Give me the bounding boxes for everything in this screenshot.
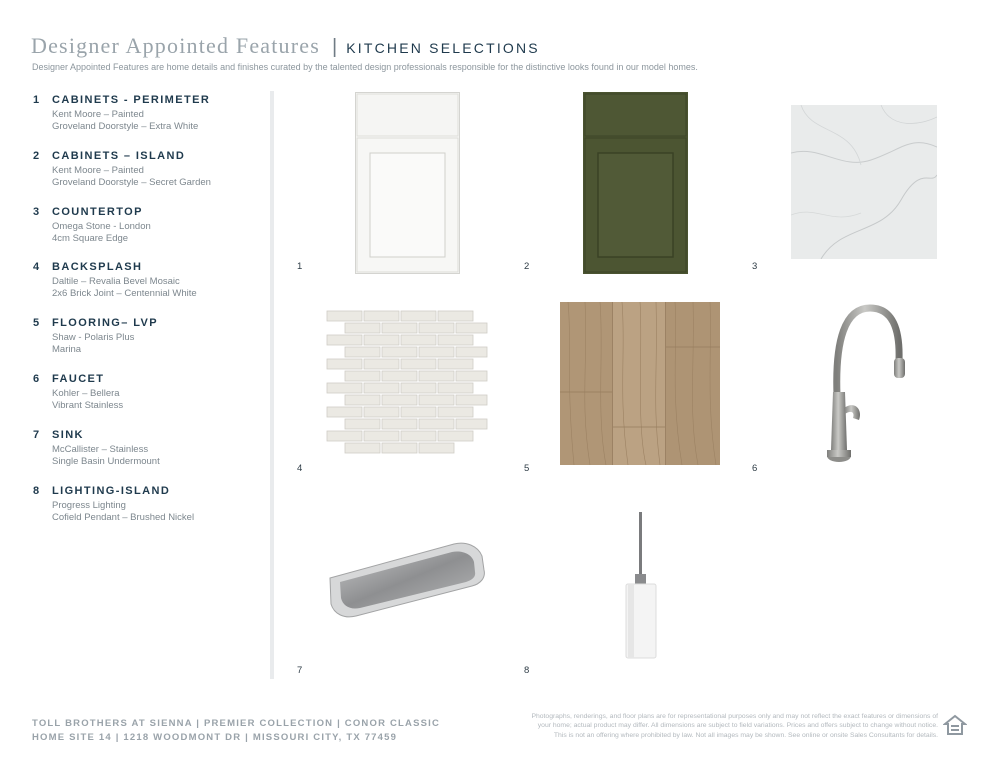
pendant-light-image	[622, 512, 660, 662]
swatch-number: 7	[297, 665, 303, 676]
feature-list	[33, 94, 268, 540]
feature-detail: Shaw - Polaris Plus	[52, 332, 135, 344]
feature-number: 8	[33, 484, 41, 497]
vertical-divider	[270, 91, 274, 679]
footer-community-line: TOLL BROTHERS AT SIENNA | PREMIER COLLECTION | CONOR CLASSIC	[32, 718, 441, 729]
feature-title: COUNTERTOP	[52, 205, 143, 218]
feature-number: 3	[33, 205, 41, 218]
feature-item	[33, 429, 268, 485]
feature-number: 6	[33, 372, 41, 385]
feature-detail: Kohler – Bellera	[52, 387, 120, 399]
feature-title: SINK	[52, 428, 84, 441]
footer-homesite-line: HOME SITE 14 | 1218 WOODMONT DR | MISSOURI CITY, TX 77459	[32, 731, 398, 743]
feature-detail: Progress Lighting	[52, 499, 126, 511]
feature-item	[33, 150, 268, 206]
feature-number: 4	[33, 261, 41, 274]
feature-detail: Groveland Doorstyle – Extra White	[52, 121, 199, 132]
feature-detail: Omega Stone - London	[52, 220, 151, 232]
footer-disclaimer	[488, 712, 938, 740]
feature-title: BACKSPLASH	[52, 261, 143, 274]
feature-number: 1	[33, 94, 41, 106]
section-title: KITCHEN SELECTIONS	[346, 40, 540, 56]
swatch-number: 2	[524, 261, 530, 272]
swatch-number: 3	[752, 261, 758, 272]
feature-number: 5	[33, 317, 41, 330]
green-cabinet-door-image	[583, 92, 688, 274]
feature-item	[33, 317, 268, 373]
faucet-image	[815, 300, 915, 466]
subway-tile-mosaic-image	[326, 310, 488, 455]
feature-title: LIGHTING-ISLAND	[52, 484, 171, 497]
disclaimer-line: This is not an offering where prohibited by law. Not all images may be shown. See online or onsite Sales Consultants for details.	[553, 731, 938, 739]
swatch-number: 8	[524, 665, 530, 676]
feature-number: 7	[33, 428, 41, 441]
feature-title: FLOORING– LVP	[52, 317, 159, 330]
feature-detail: 2x6 Brick Joint – Centennial White	[52, 288, 197, 300]
equal-housing-opportunity-icon	[943, 714, 967, 736]
feature-detail: Groveland Doorstyle – Secret Garden	[52, 176, 211, 188]
feature-item	[33, 485, 268, 541]
footer-address	[32, 717, 440, 744]
feature-detail: Kent Moore – Painted	[52, 164, 144, 176]
page-header	[31, 33, 540, 59]
page-title: Designer Appointed Features	[31, 33, 321, 58]
feature-item	[33, 261, 268, 317]
feature-detail: Single Basin Undermount	[52, 455, 160, 467]
swatch-number: 1	[297, 261, 303, 272]
disclaimer-line: Photographs, renderings, and floor plans are for representational purposes only and may not reflect the exact features or dimensions of	[531, 713, 938, 720]
feature-detail: McCallister – Stainless	[52, 443, 149, 455]
feature-title: CABINETS – ISLAND	[52, 149, 186, 162]
feature-detail: Cofield Pendant – Brushed Nickel	[52, 511, 195, 523]
sink-image	[326, 542, 486, 620]
white-cabinet-door-image	[355, 92, 460, 274]
feature-item	[33, 206, 268, 262]
feature-detail: Marina	[52, 344, 82, 356]
feature-detail: Kent Moore – Painted	[52, 109, 144, 120]
feature-number: 2	[33, 149, 41, 162]
feature-title: CABINETS - PERIMETER	[52, 94, 211, 106]
feature-item	[33, 373, 268, 429]
feature-title: FAUCET	[52, 372, 105, 385]
disclaimer-line: your home; actual product may differ. All dimensions are subject to field variations. Prices and offers subject to change without notice.	[537, 722, 938, 730]
swatch-number: 4	[297, 463, 303, 474]
swatch-number: 5	[524, 463, 530, 474]
feature-detail: 4cm Square Edge	[52, 232, 129, 244]
wood-flooring-image	[560, 302, 720, 465]
swatch-number: 6	[752, 463, 758, 474]
feature-detail: Daltile – Revalia Bevel Mosaic	[52, 276, 180, 288]
title-separator: |	[332, 36, 338, 58]
feature-detail: Vibrant Stainless	[52, 399, 124, 411]
page-subtitle: Designer Appointed Features are home details and finishes curated by the talented design professionals responsible for the distinctive looks found in our model homes.	[32, 62, 698, 72]
marble-countertop-image	[791, 105, 937, 259]
feature-item	[33, 94, 268, 150]
